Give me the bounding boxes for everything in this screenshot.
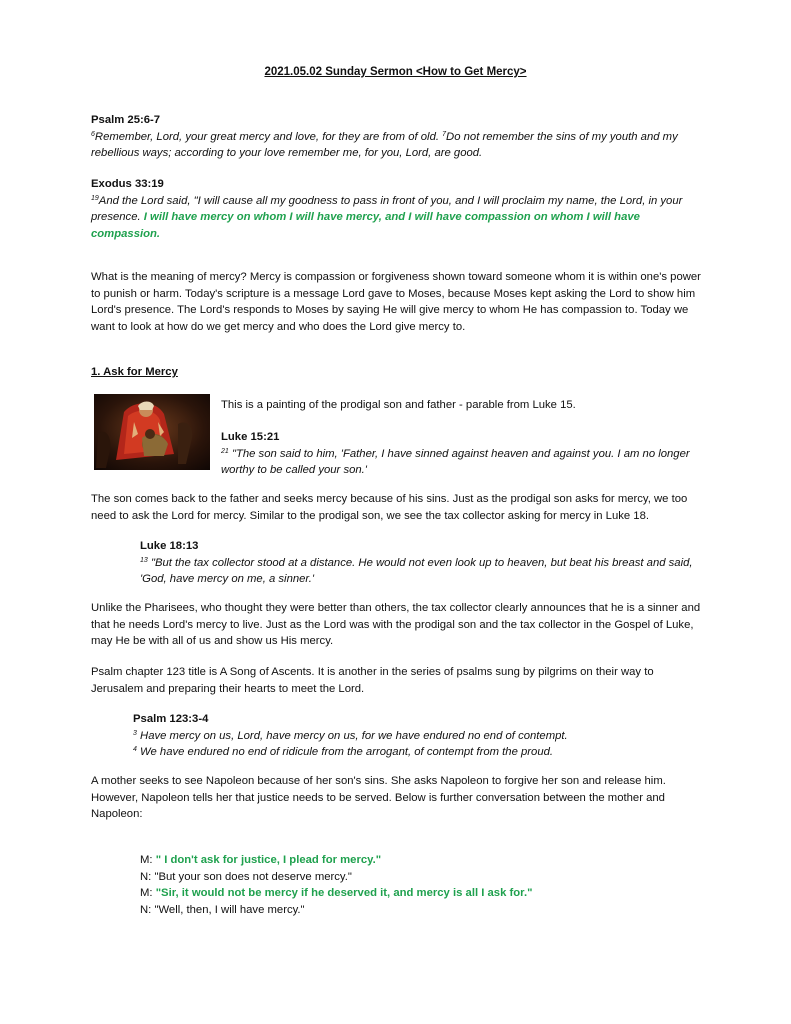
verse-number: 7 (442, 130, 447, 138)
verse-text: Remember, Lord, your great mercy and love, for they are from of old. (94, 130, 439, 143)
dialogue-text: "Sir, it would not be mercy if he deserved it, and mercy is all I ask for." (155, 887, 533, 899)
verse-number: 21 (221, 447, 229, 455)
verse-number: 19 (91, 194, 99, 202)
verse-number: 4 (133, 746, 137, 753)
exodus-text (91, 193, 703, 243)
speaker-label: N: (140, 903, 152, 916)
psalm25-block (91, 112, 703, 162)
luke15-ref: Luke 15:21 (221, 431, 280, 443)
dialogue-text: " I don't ask for justice, I plead for mercy." (155, 854, 382, 866)
verse-number: 6 (91, 130, 95, 138)
verse-text: And the Lord said, "I will cause all my goodness to pass in front of you, and I will proclaim my name, the Lord, in your presence. (91, 194, 683, 223)
luke18-block (140, 538, 700, 588)
dialogue-line (140, 902, 700, 919)
dialogue (140, 852, 700, 918)
verse-text: Have mercy on us, Lord, have mercy on us, for we have endured no end of contempt. (140, 729, 568, 742)
verse-number: 3 (133, 729, 137, 737)
paragraph-prodigal: The son comes back to the father and seeks mercy because of his sins. Just as the prodigal son asks for mercy, we too need to ask the Lord for mercy. Similar to the prodigal son, we see the tax collector asking for mercy in Luke 18. (91, 493, 688, 522)
exodus-ref: Exodus 33:19 (91, 178, 164, 190)
speaker-label: M: (140, 887, 153, 899)
prodigal-son-painting (94, 394, 210, 470)
luke15-text (221, 446, 701, 479)
paragraph-napoleon: A mother seeks to see Napoleon because of her son's sins. She asks Napoleon to forgive her son and release him. However, Napoleon tells her that justice needs to be served. Below is further conversation between the mother and Napoleon: (91, 775, 666, 820)
verse-highlight: I will have mercy on whom I will have mercy, and I will have compassion on whom I will have compassion. (91, 211, 640, 240)
exodus-block (91, 176, 703, 242)
luke18-ref: Luke 18:13 (140, 540, 199, 552)
psalm123-ref: Psalm 123:3-4 (133, 713, 209, 725)
speaker-label: M: (140, 854, 153, 866)
verse-text: We have endured no end of ridicule from the arrogant, of contempt from the proud. (140, 746, 554, 758)
intro-paragraph: What is the meaning of mercy? Mercy is compassion or forgiveness shown toward someone whom it is within one's power to punish or harm. Today's scripture is a message Lord gave to Moses, because Moses kept asking the Lord to show him Lord's presence. The Lord's responds to Moses by saying He will give mercy to whom He has compassion to. Today we want to look at how do we get mercy and who does the Lord give mercy to. (91, 271, 701, 333)
psalm123-block (133, 711, 693, 761)
dialogue-line (140, 852, 700, 869)
psalm25-text (91, 129, 703, 162)
luke15-block (221, 429, 701, 479)
psalm25-ref: Psalm 25:6-7 (91, 114, 161, 126)
paragraph-pharisees: Unlike the Pharisees, who thought they were better than others, the tax collector clearly announces that he is a sinner and that he needs Lord's mercy to live. Just as the Lord was with the prodigal son and the tax collector in the Gospel of Luke, may He be with all of us and show us His mercy. (91, 602, 701, 647)
verse-text: "But the tax collector stood at a distance. He would not even look up to heaven, but beat his breast and said, 'God, have mercy on me, a sinner.' (140, 556, 693, 585)
page-title: 2021.05.02 Sunday Sermon <How to Get Mercy> (264, 66, 527, 78)
luke18-text (140, 555, 700, 588)
verse-number: 13 (140, 556, 148, 564)
dialogue-line (140, 869, 700, 886)
verse-text: Do not remember the sins of my youth and my rebellious ways; according to your love remember me, for you, Lord, are good. (91, 130, 678, 159)
verse-text: "The son said to him, 'Father, I have sinned against heaven and against you. I am no longer worthy to be called your son.' (221, 447, 690, 476)
paragraph-psalm123: Psalm chapter 123 title is A Song of Ascents. It is another in the series of psalms sung by pilgrims on their way to Jerusalem and preparing their hearts to meet the Lord. (91, 666, 654, 695)
dialogue-text: "Well, then, I will have mercy." (154, 903, 305, 916)
painting-caption: This is a painting of the prodigal son and father - parable from Luke 15. (221, 399, 576, 411)
speaker-label: N: (140, 870, 152, 883)
dialogue-line (140, 885, 700, 902)
psalm123-v3 (133, 728, 693, 745)
dialogue-text: "But your son does not deserve mercy." (154, 870, 352, 883)
section-heading: 1. Ask for Mercy (91, 366, 178, 378)
psalm123-v4 (133, 744, 693, 761)
